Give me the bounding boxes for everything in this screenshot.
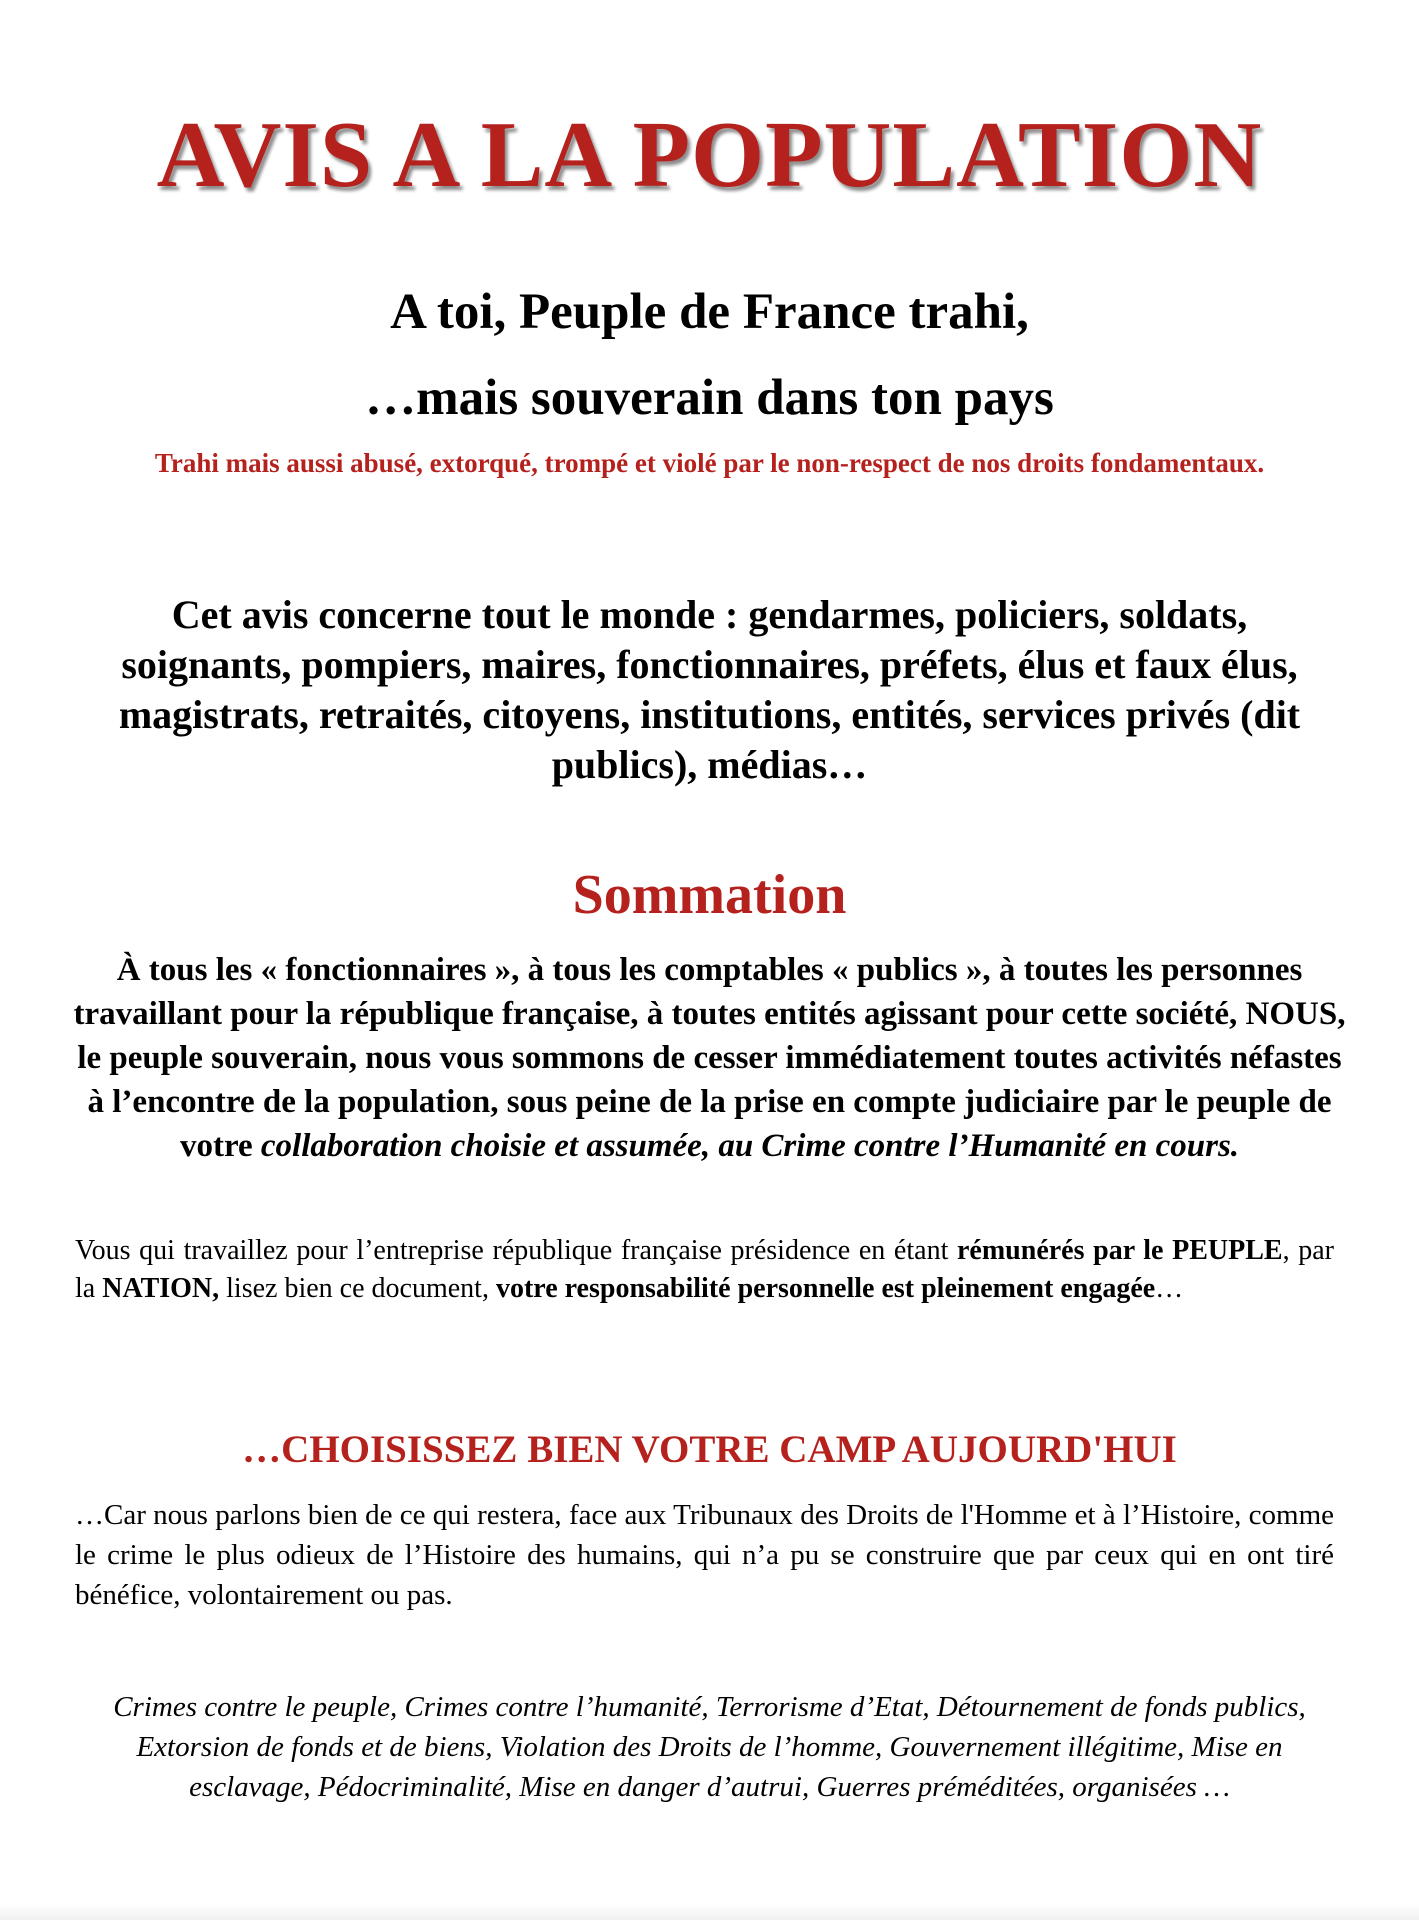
- responsibility-paragraph: [75, 1232, 1334, 1308]
- betrayal-note: Trahi mais aussi abusé, extorqué, trompé et violé par le non-respect de nos droits fondamentaux.: [154, 448, 1265, 478]
- choose-camp-heading: …CHOISISSEZ BIEN VOTRE CAMP AUJOURD'HUI: [242, 1428, 1177, 1471]
- subtitle-line-1: A toi, Peuple de France trahi,: [390, 284, 1029, 340]
- responsibility-text-3: lisez bien ce document,: [219, 1273, 496, 1304]
- crimes-list: Crimes contre le peuple, Crimes contre l’humanité, Terrorisme d’Etat, Détournement de fonds publics, Extorsion de fonds et de biens, Violation des Droits de l’homme, Gouvernement illégitime, Mise en esclavage, Pédocriminalité, Mise en danger d’autrui, Guerres préméditées, organisées …: [113, 1691, 1306, 1803]
- page-bottom-edge: [0, 1904, 1419, 1920]
- responsibility-bold-1: rémunérés par le PEUPLE: [957, 1235, 1283, 1266]
- responsibility-text-2: , par la: [75, 1235, 1334, 1304]
- responsibility-bold-3: votre responsabilité personnelle est pleinement engagée: [495, 1273, 1156, 1304]
- sommation-text: À tous les « fonctionnaires », à tous les comptables « publics », à toutes les personnes travaillant pour la république française, à toutes entités agissant pour cette société, NOUS, le peuple souverain, nous vous sommons de cesser immédiatement toutes activités néfastes à l’encontre de la population, sous peine de la prise en compte judiciaire par le peuple de votre: [73, 952, 1346, 1164]
- subtitle-line-2: …mais souverain dans ton pays: [365, 370, 1054, 426]
- sommation-paragraph: [70, 948, 1349, 1168]
- responsibility-bold-2: NATION,: [102, 1273, 220, 1304]
- history-paragraph: …Car nous parlons bien de ce qui restera, face aux Tribunaux des Droits de l'Homme et à l’Histoire, comme le crime le plus odieux de l’Histoire des humains, qui n’a pu se construire que par ceux qui en ont tiré bénéfice, volontairement ou pas.: [75, 1499, 1334, 1611]
- page-title: AVIS A LA POPULATION: [156, 103, 1263, 207]
- responsibility-text-4: …: [1155, 1273, 1184, 1304]
- responsibility-text-1: Vous qui travaillez pour l’entreprise république française présidence en étant: [75, 1235, 957, 1266]
- sommation-italic-text: collaboration choisie et assumée, au Crime contre l’Humanité en cours.: [260, 1128, 1240, 1164]
- sommation-heading: Sommation: [572, 864, 847, 926]
- concerned-parties-paragraph: Cet avis concerne tout le monde : gendarmes, policiers, soldats, soignants, pompiers, maires, fonctionnaires, préfets, élus et faux élus, magistrats, retraités, citoyens, institutions, entités, services privés (dit publics), médias…: [118, 592, 1301, 787]
